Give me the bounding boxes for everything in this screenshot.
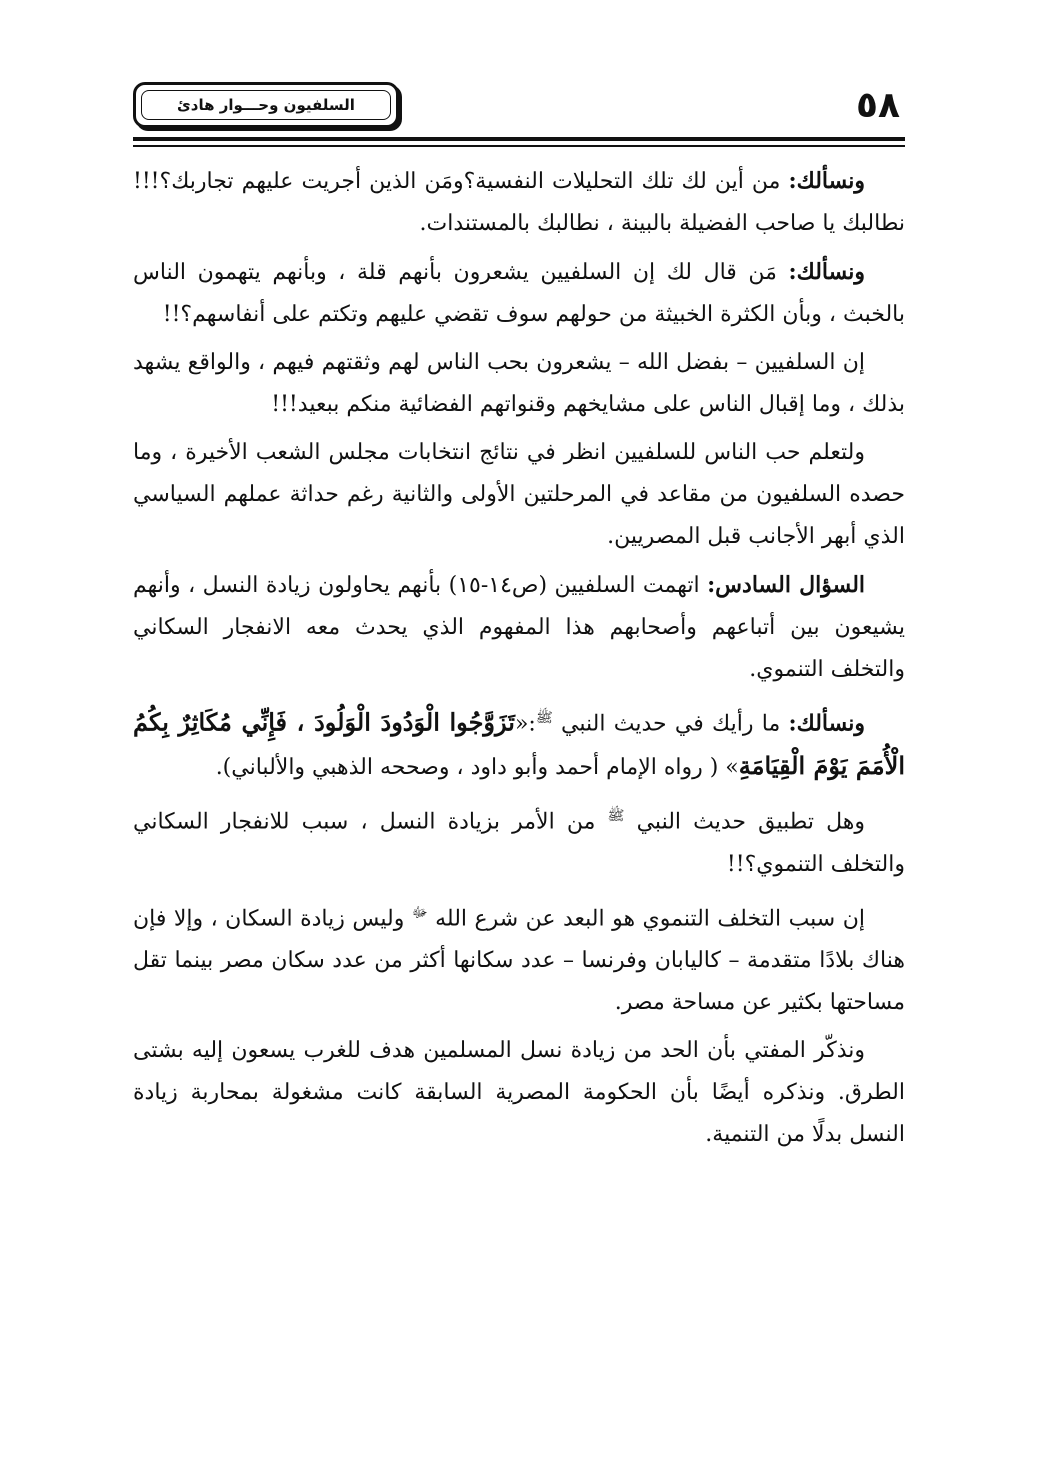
- paragraph-text: ولتعلم حب الناس للسلفيين انظر في نتائج انتخابات مجلس الشعب الأخيرة ، وما حصده السلفيون من مقاعد في المرحلتين الأولى والثانية رغم حداثة عملهم السياسي الذي أبهر الأجانب قبل المصريين.: [133, 440, 905, 549]
- paragraph-text: من الأمر بزيادة النسل ، سبب للانفجار السكاني والتخلف التنموي؟!!: [133, 809, 905, 877]
- paragraph-hal: [133, 795, 905, 885]
- paragraph-text: مَن قال لك إن السلفيين يشعرون بأنهم قلة ، وبأنهم يتهمون الناس بالخبث ، وبأن الكثرة الخبيثة من حولهم سوف تقضي عليهم وتكتم على أنفاسهم؟!!: [133, 260, 905, 327]
- paragraph-lead: السؤال السادس:: [707, 572, 866, 598]
- paragraph-last: [133, 1030, 905, 1156]
- running-header-title: السلفيون وحـــوار هادئ: [141, 90, 391, 120]
- paragraph-text: إن سبب التخلف التنموي هو البعد عن شرع الله: [427, 905, 865, 931]
- hadith-paragraph: [133, 697, 905, 789]
- page-number: ٥٨: [856, 85, 900, 126]
- paragraph-text: إن السلفيين – بفضل الله – يشعرون بحب الناس لهم وثقتهم فيهم ، والواقع يشهد بذلك ، وما إقبال الناس على مشايخهم وقنواتهم الفضائية منكم ببعيد!!!: [133, 350, 905, 417]
- hadith-intro: ما رأيك في حديث النبي: [552, 711, 789, 737]
- honorific-glyph: ﷺ: [535, 710, 553, 726]
- paragraph-text: وليس زيادة السكان ، وإلا فإن هناك بلادًا متقدمة – كاليابان وفرنسا – عدد سكانها أكثر من عدد سكان مصر بينما تقل مساحتها بكثير عن مساحة مصر.: [133, 905, 905, 1015]
- paragraph-text: وهل تطبيق حديث النبي: [624, 809, 865, 835]
- paragraph-5: [133, 564, 905, 691]
- quote-open: :«: [514, 711, 536, 737]
- running-header-frame: [133, 82, 399, 128]
- paragraph-lead: ونسألك:: [788, 710, 865, 737]
- paragraph-sabab: [133, 892, 905, 1024]
- paragraph-text: من أين لك تلك التحليلات النفسية؟ومَن الذين أجريت عليهم تجاربك؟!!! نطالبك يا صاحب الفضيلة بالبينة ، نطالبك بالمستندات.: [133, 169, 905, 236]
- honorific-glyph: ﷻ: [411, 904, 428, 921]
- paragraph-lead: ونسألك:: [788, 168, 865, 194]
- paragraph-lead: ونسألك:: [788, 259, 865, 285]
- hadith-citation: ( رواه الإمام أحمد وأبو داود ، وصححه الذهبي والألباني).: [215, 755, 726, 781]
- quote-close: »: [725, 755, 739, 781]
- honorific-glyph: ﷺ: [607, 808, 625, 825]
- paragraph-4: [133, 432, 905, 558]
- page-body: [133, 160, 905, 1162]
- paragraph-2: [133, 251, 905, 336]
- paragraph-text: ونذكّر المفتي بأن الحد من زيادة نسل المسلمين هدف للغرب يسعون إليه بشتى الطرق. ونذكره أيضًا بأن الحكومة المصرية السابقة كانت مشغولة بمحاربة زيادة النسل بدلًا من التنمية.: [133, 1037, 905, 1147]
- paragraph-text: اتهمت السلفيين (ص١٤-١٥) بأنهم يحاولون زيادة النسل ، وأنهم يشيعون بين أتباعهم وأصحابهم هذا المفهوم الذي يحدث معه الانفجار السكاني والتخلف التنموي.: [133, 573, 905, 682]
- header-rule-thin: [133, 145, 905, 147]
- paragraph-1: [133, 160, 905, 245]
- paragraph-3: [133, 342, 905, 426]
- hadith-quote: تَزَوَّجُوا الْوَدُودَ الْوَلُودَ ، فَإِنِّي مُكَاثِرٌ بِكُمُ الْأُمَمَ يَوْمَ الْقِيَامَةِ: [133, 707, 905, 781]
- header-rule-thick: [133, 137, 905, 141]
